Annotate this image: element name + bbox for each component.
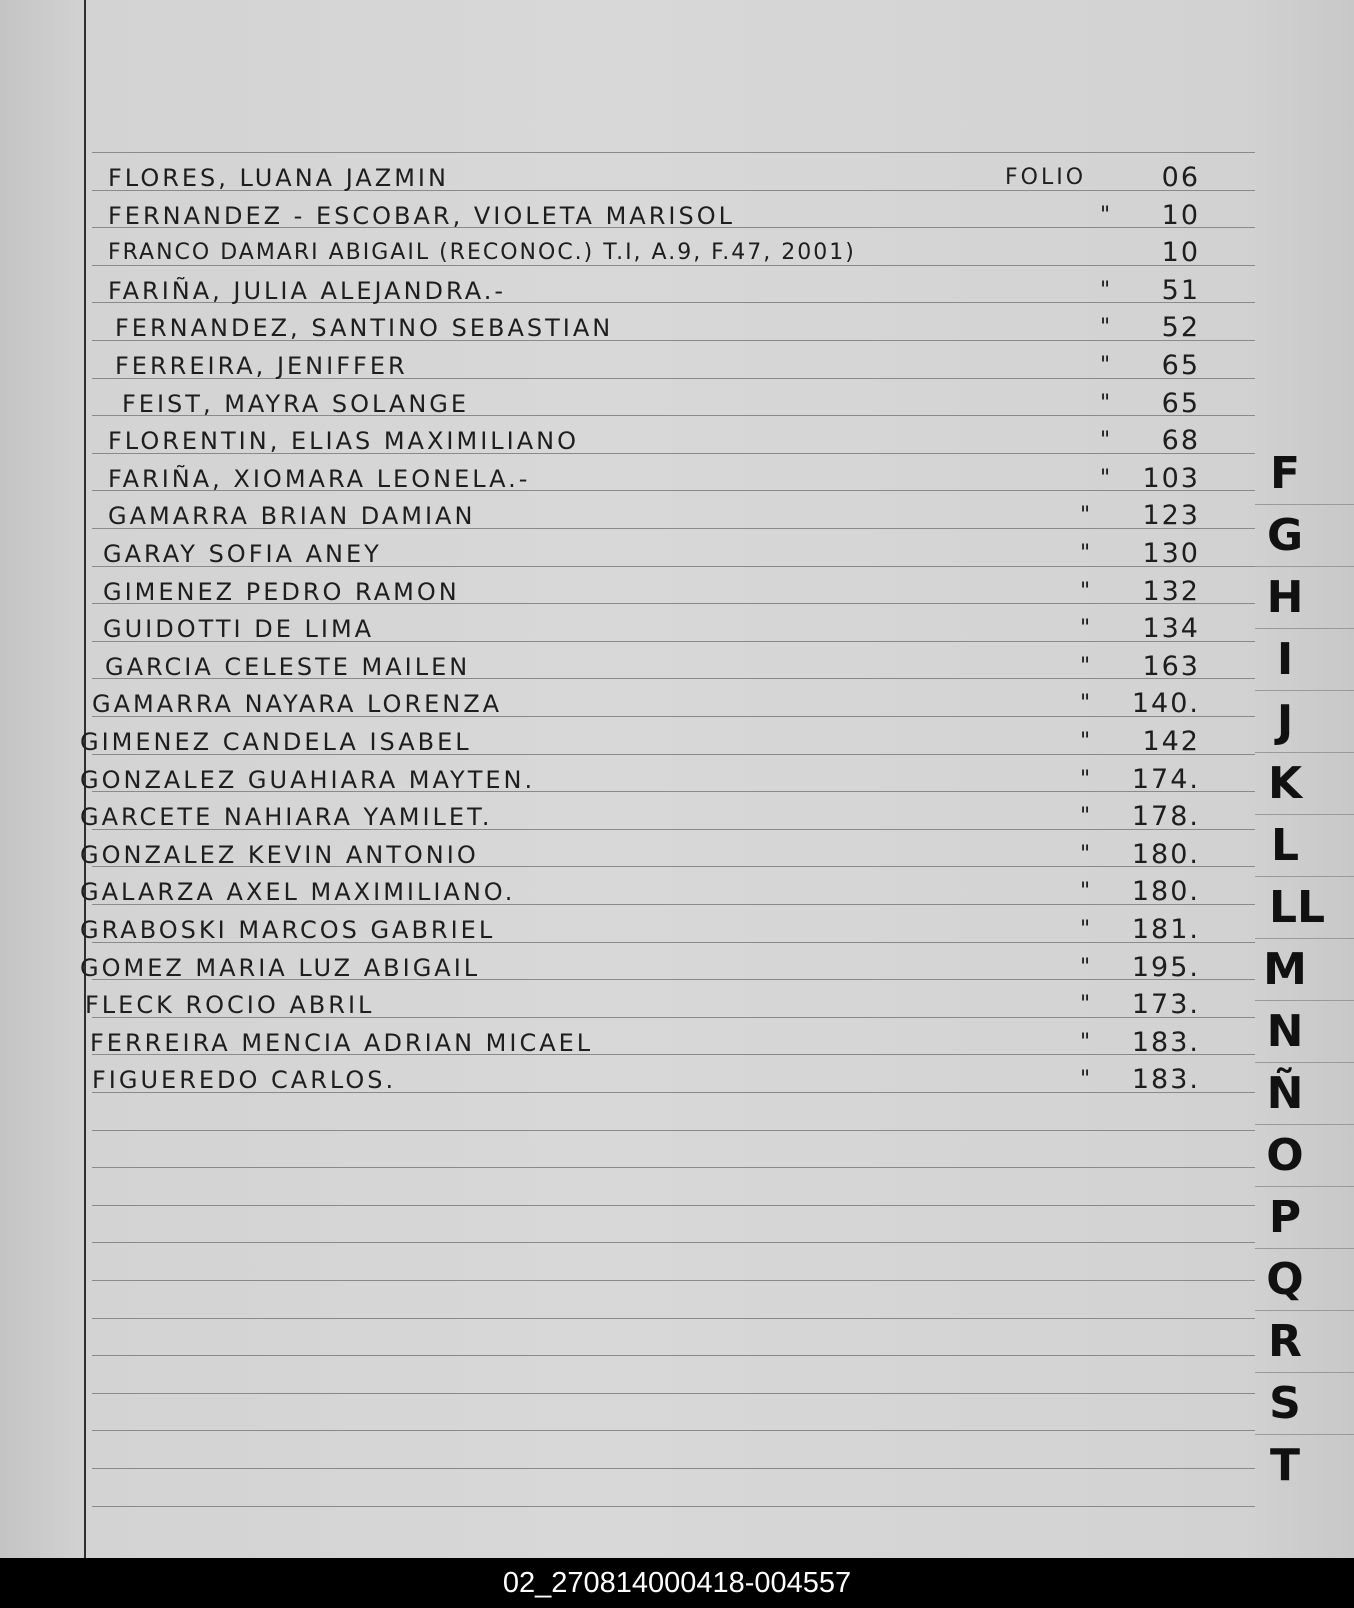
index-tab-t[interactable]: T [1269, 1440, 1300, 1491]
ditto-mark: " [1100, 202, 1111, 228]
index-tab-k[interactable]: K [1267, 758, 1303, 809]
ditto-mark: " [1080, 1029, 1091, 1055]
ruled-line [92, 1242, 1255, 1243]
ruled-line [92, 1355, 1255, 1356]
entry-name: FARIÑA, JULIA ALEJANDRA.- [108, 276, 506, 305]
folio-number: 103 [1142, 462, 1200, 494]
entry-name: FIGUEREDO CARLOS. [92, 1066, 397, 1095]
index-tab-g[interactable]: G [1266, 510, 1304, 561]
index-tab-divider [1255, 690, 1354, 691]
register-entry [108, 425, 1240, 457]
folio-label: FOLIO [1005, 165, 1087, 190]
register-entry [105, 651, 1240, 683]
index-tab-q[interactable]: Q [1266, 1254, 1304, 1305]
entry-name: FERNANDEZ, SANTINO SEBASTIAN [115, 314, 614, 343]
entry-name: FLORENTIN, ELIAS MAXIMILIANO [108, 427, 579, 456]
ditto-mark: " [1080, 766, 1091, 792]
index-tab-s[interactable]: S [1269, 1378, 1301, 1429]
entry-name: FRANCO DAMARI ABIGAIL (RECONOC.) T.I, A.9, F.47, 2001) [108, 240, 856, 266]
index-tab-divider [1255, 504, 1354, 505]
ruled-line [92, 1167, 1255, 1168]
register-entry [103, 538, 1240, 570]
register-entry [80, 764, 1240, 796]
index-tab-divider [1255, 628, 1354, 629]
register-entry [80, 839, 1240, 871]
entry-name: GUIDOTTI DE LIMA [103, 615, 375, 644]
register-entry [108, 162, 1240, 194]
entry-name: GONZALEZ GUAHIARA MAYTEN. [80, 765, 536, 794]
index-tab-divider [1255, 1248, 1354, 1249]
ditto-mark: " [1100, 353, 1111, 378]
folio-number: 06 [1161, 162, 1200, 193]
index-tab-l[interactable]: L [1270, 820, 1300, 871]
index-tab-divider [1255, 1186, 1354, 1187]
folio-number: 178. [1131, 801, 1200, 833]
register-entry [122, 388, 1240, 420]
ditto-mark: " [1080, 1067, 1091, 1093]
folio-number: 183. [1131, 1026, 1200, 1058]
index-tab-n[interactable]: N [1266, 1006, 1304, 1057]
entry-name: GIMENEZ CANDELA ISABEL [80, 728, 472, 756]
index-tab-r[interactable]: R [1268, 1316, 1302, 1367]
entry-name: GAMARRA NAYARA LORENZA [92, 690, 503, 719]
entry-name: GIMENEZ PEDRO RAMON [103, 577, 460, 606]
register-entry [108, 237, 1240, 269]
index-tab-divider [1255, 1434, 1354, 1435]
folio-number: 163 [1142, 650, 1200, 682]
entry-name: FERREIRA, JENIFFER [115, 352, 408, 380]
entry-name: GARAY SOFIA ANEY [103, 540, 382, 568]
register-entry [80, 914, 1240, 946]
entry-name: GAMARRA BRIAN DAMIAN [108, 502, 476, 531]
index-tab-divider [1255, 938, 1354, 939]
ditto-mark: " [1080, 954, 1091, 980]
ruled-line [92, 1205, 1255, 1206]
register-entry [108, 463, 1240, 495]
ditto-mark: " [1100, 465, 1111, 491]
register-entry [80, 876, 1240, 908]
folio-number: 180. [1131, 876, 1200, 908]
index-tab-divider [1255, 566, 1354, 567]
ruled-line [92, 1280, 1255, 1281]
register-entry [115, 350, 1240, 382]
folio-number: 174. [1131, 763, 1200, 795]
folio-number: 180. [1131, 838, 1200, 870]
ditto-mark: " [1080, 804, 1091, 830]
footer-code: 02_270814000418-004557 [0, 1558, 1354, 1608]
entry-name: GALARZA AXEL MAXIMILIANO. [80, 878, 516, 907]
index-tab-divider [1255, 1310, 1354, 1311]
ditto-mark: " [1080, 503, 1091, 529]
index-tab-divider [1255, 1000, 1354, 1001]
folio-number: 65 [1161, 350, 1200, 381]
ditto-mark: " [1080, 653, 1091, 679]
ruled-line [92, 1318, 1255, 1319]
folio-number: 52 [1161, 312, 1200, 344]
entry-name: FERNANDEZ - ESCOBAR, VIOLETA MARISOL [108, 201, 735, 230]
ruled-line [92, 1430, 1255, 1431]
ditto-mark: " [1080, 729, 1091, 754]
index-tab-f[interactable]: F [1269, 448, 1301, 499]
entry-name: FLORES, LUANA JAZMIN [108, 164, 449, 192]
index-tab-j[interactable]: J [1276, 696, 1294, 747]
folio-number: 130 [1142, 538, 1200, 569]
entry-name: FARIÑA, XIOMARA LEONELA.- [108, 464, 531, 493]
folio-number: 195. [1131, 951, 1200, 983]
ditto-mark: " [1100, 428, 1111, 454]
folio-number: 68 [1161, 425, 1200, 457]
entry-name: FLECK ROCIO ABRIL [85, 991, 375, 1020]
index-tab-divider [1255, 1062, 1354, 1063]
index-tab-enye[interactable]: Ñ [1266, 1068, 1304, 1119]
register-entry [115, 312, 1240, 344]
ruled-line [92, 1506, 1255, 1507]
index-tab-divider [1255, 876, 1354, 877]
index-tab-m[interactable]: M [1263, 944, 1307, 995]
ditto-mark: " [1080, 616, 1091, 642]
ditto-mark: " [1100, 390, 1111, 416]
folio-number: 140. [1131, 688, 1200, 720]
folio-number: 142 [1142, 726, 1200, 757]
index-tab-divider [1255, 752, 1354, 753]
entry-name: FEIST, MAYRA SOLANGE [122, 389, 470, 418]
folio-number: 10 [1161, 237, 1200, 269]
index-tab-ll[interactable]: LL [1268, 882, 1326, 933]
folio-number: 173. [1131, 989, 1200, 1021]
register-entry [80, 952, 1240, 984]
register-entry [92, 688, 1240, 720]
index-tab-divider [1255, 1372, 1354, 1373]
ditto-mark: " [1080, 879, 1091, 905]
register-entry [108, 275, 1240, 307]
ruled-line [92, 1130, 1255, 1131]
index-tab-h[interactable]: H [1266, 572, 1304, 623]
ditto-mark: " [1080, 578, 1091, 604]
folio-number: 51 [1161, 274, 1200, 306]
entry-name: GRABOSKI MARCOS GABRIEL [80, 916, 496, 944]
register-entry [80, 801, 1240, 833]
folio-number: 181. [1131, 914, 1200, 945]
folio-number: 132 [1142, 575, 1200, 607]
folio-number: 183. [1131, 1064, 1200, 1096]
index-tab-divider [1255, 1124, 1354, 1125]
register-entry [80, 726, 1240, 758]
ditto-mark: " [1080, 691, 1091, 717]
ditto-mark: " [1080, 992, 1091, 1018]
entry-name: FERREIRA MENCIA ADRIAN MICAEL [90, 1028, 594, 1057]
ditto-mark: " [1100, 315, 1111, 341]
ruled-line [92, 1468, 1255, 1469]
register-entry [85, 989, 1240, 1021]
entry-name: GONZALEZ KEVIN ANTONIO [80, 840, 479, 869]
index-tab-divider [1255, 814, 1354, 815]
ruled-line [92, 1393, 1255, 1394]
ruled-line [92, 152, 1255, 153]
register-entry [103, 576, 1240, 608]
folio-number: 65 [1161, 387, 1200, 419]
register-entry [92, 1064, 1240, 1096]
folio-number: 123 [1142, 500, 1200, 532]
index-tab-o[interactable]: O [1266, 1130, 1304, 1181]
index-tab-p[interactable]: P [1268, 1192, 1302, 1243]
register-entry [108, 200, 1240, 232]
folio-number: 134 [1142, 613, 1200, 645]
ditto-mark: " [1080, 917, 1091, 942]
register-entry [103, 613, 1240, 645]
folio-number: 10 [1161, 199, 1200, 231]
ditto-mark: " [1080, 541, 1091, 566]
register-entry [90, 1027, 1240, 1059]
ditto-mark: " [1100, 277, 1111, 303]
ditto-mark: " [1080, 841, 1091, 867]
entry-name: GARCETE NAHIARA YAMILET. [80, 803, 493, 832]
index-tab-i[interactable]: I [1276, 634, 1294, 685]
register-entry [108, 500, 1240, 532]
entry-name: GOMEZ MARIA LUZ ABIGAIL [80, 953, 481, 982]
entry-name: GARCIA CELESTE MAILEN [105, 652, 471, 681]
